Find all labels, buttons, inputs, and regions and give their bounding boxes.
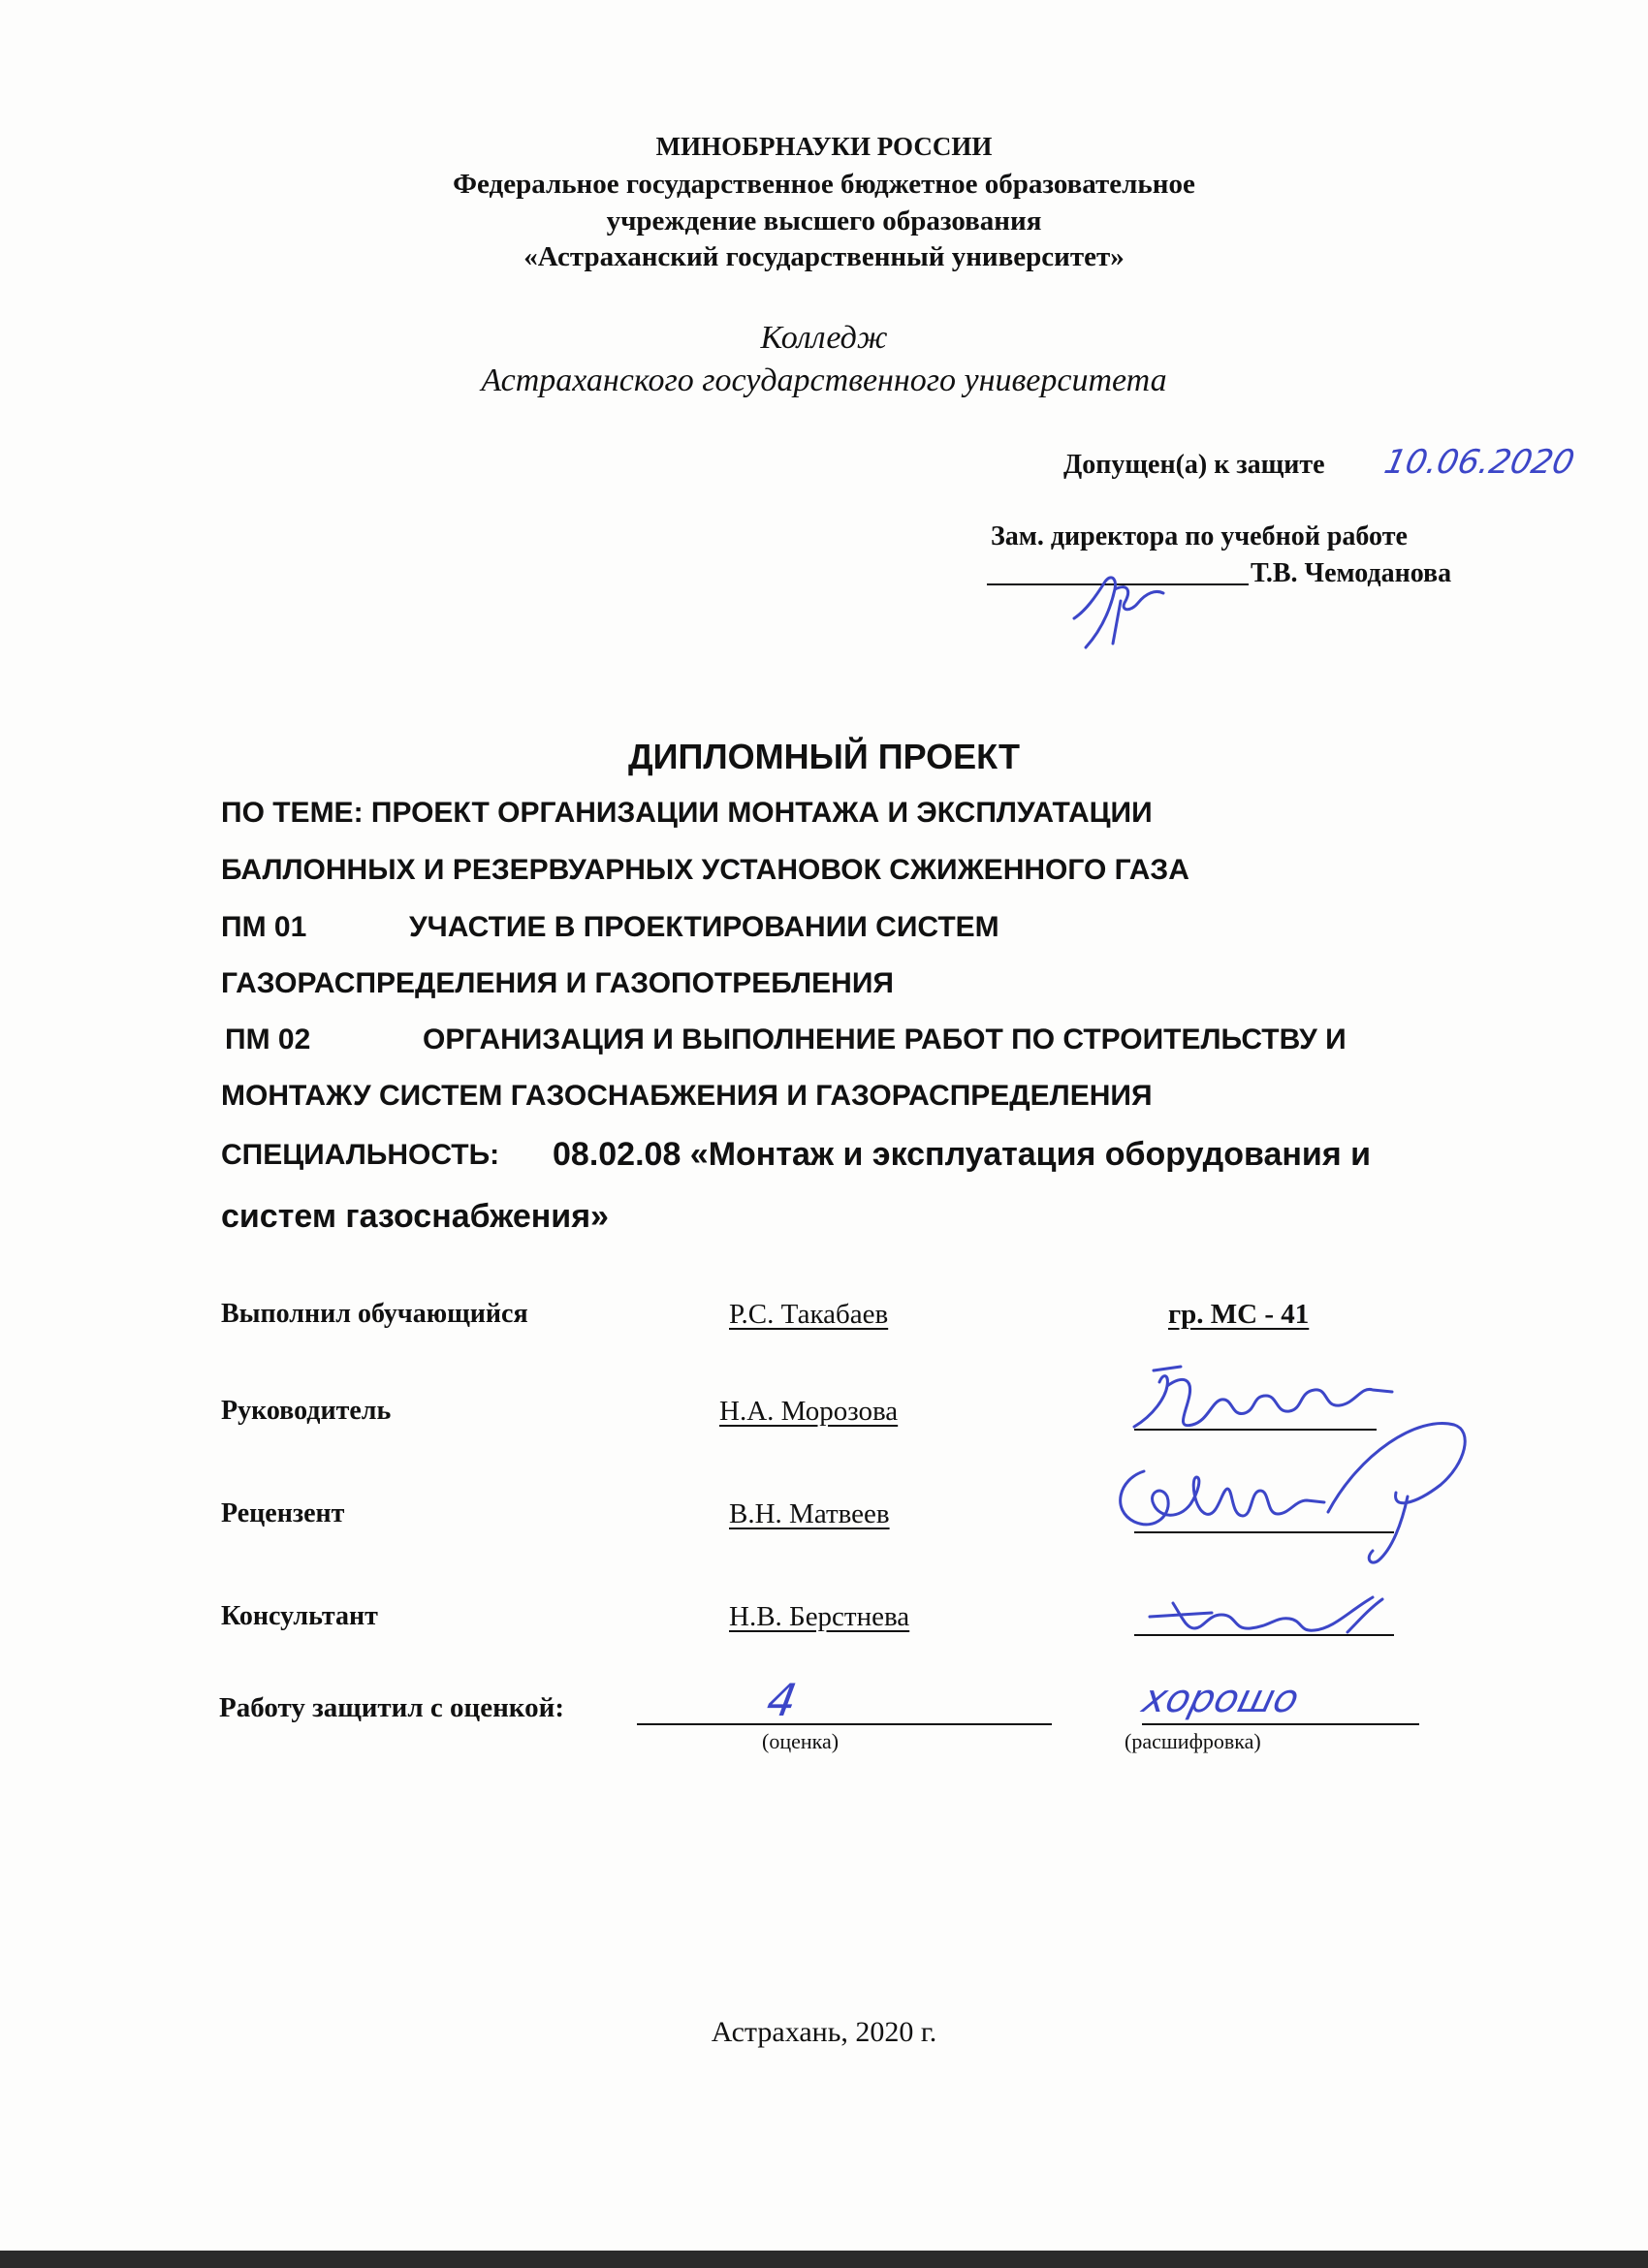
grade-text-handwriting [1134,1667,1328,1725]
role-supervisor: Руководитель [221,1396,392,1426]
city-year: Астрахань, 2020 г. [711,2016,937,2048]
role-student: Выполнил обучающийся [221,1299,528,1329]
specialty-line-1: 08.02.08 «Монтаж и эксплуатация оборудования и [553,1136,1372,1173]
topic-line-1: ПО ТЕМЕ: ПРОЕКТ ОРГАНИЗАЦИИ МОНТАЖА И ЭКСПЛУАТАЦИИ [221,797,1153,829]
ministry-name: МИНОБРНАУКИ РОССИИ [655,132,993,161]
pm01-line-2: ГАЗОРАСПРЕДЕЛЕНИЯ И ГАЗОПОТРЕБЛЕНИЯ [221,967,894,999]
pm02-code: ПМ 02 [225,1024,311,1055]
college-line-1: Колледж [760,320,888,356]
deputy-signature [1047,551,1173,657]
pm01-code: ПМ 01 [221,911,307,943]
grade-label: Работу защитил с оценкой: [219,1692,564,1723]
deputy-name: Т.В. Чемоданова [1251,558,1452,588]
grade-value-line [637,1723,1052,1725]
grade-value-caption: (оценка) [762,1729,840,1753]
specialty-label: СПЕЦИАЛЬНОСТЬ: [221,1139,500,1171]
specialty-line-2: систем газоснабжения» [221,1198,609,1235]
pm02-line-2: МОНТАЖУ СИСТЕМ ГАЗОСНАБЖЕНИЯ И ГАЗОРАСПРЕДЕЛЕНИЯ [221,1080,1153,1112]
reviewer-name: В.Н. Матвеев [729,1498,890,1529]
project-title: ДИПЛОМНЫЙ ПРОЕКТ [627,737,1021,776]
reviewer-signature [1105,1396,1483,1565]
admitted-date: 10.06.2020 [1380,443,1578,482]
college-line-2: Астраханского государственного университета [481,362,1167,398]
pm02-line-1: ОРГАНИЗАЦИЯ И ВЫПОЛНЕНИЕ РАБОТ ПО СТРОИТЕЛЬСТВУ И [423,1024,1347,1055]
consultant-name: Н.В. Берстнева [729,1601,910,1632]
admitted-date-handwriting [1380,438,1578,487]
role-consultant: Консультант [221,1601,378,1631]
grade-text: хорошо [1138,1675,1304,1721]
institution-line-1: Федеральное государственное бюджетное образовательное [453,169,1195,200]
grade-value-handwriting [763,1667,824,1726]
university-name: «Астраханский государственный университет» [523,241,1125,272]
grade-text-caption: (расшифровка) [1125,1729,1261,1753]
supervisor-name: Н.А. Морозова [719,1396,899,1427]
deputy-title: Зам. директора по учебной работе [991,521,1408,551]
role-reviewer: Рецензент [221,1498,345,1528]
admitted-label: Допущен(а) к защите [1063,450,1325,480]
student-name: Р.С. Такабаев [729,1299,889,1330]
topic-line-2: БАЛЛОННЫХ И РЕЗЕРВУАРНЫХ УСТАНОВОК СЖИЖЕННОГО ГАЗА [221,854,1189,886]
scan-bottom-edge [0,2251,1648,2268]
pm01-line-1: УЧАСТИЕ В ПРОЕКТИРОВАНИИ СИСТЕМ [409,911,999,943]
consultant-signature [1144,1590,1396,1648]
student-group: гр. МС - 41 [1168,1299,1310,1330]
grade-value: 4 [763,1674,801,1726]
institution-line-2: учреждение высшего образования [606,205,1042,236]
